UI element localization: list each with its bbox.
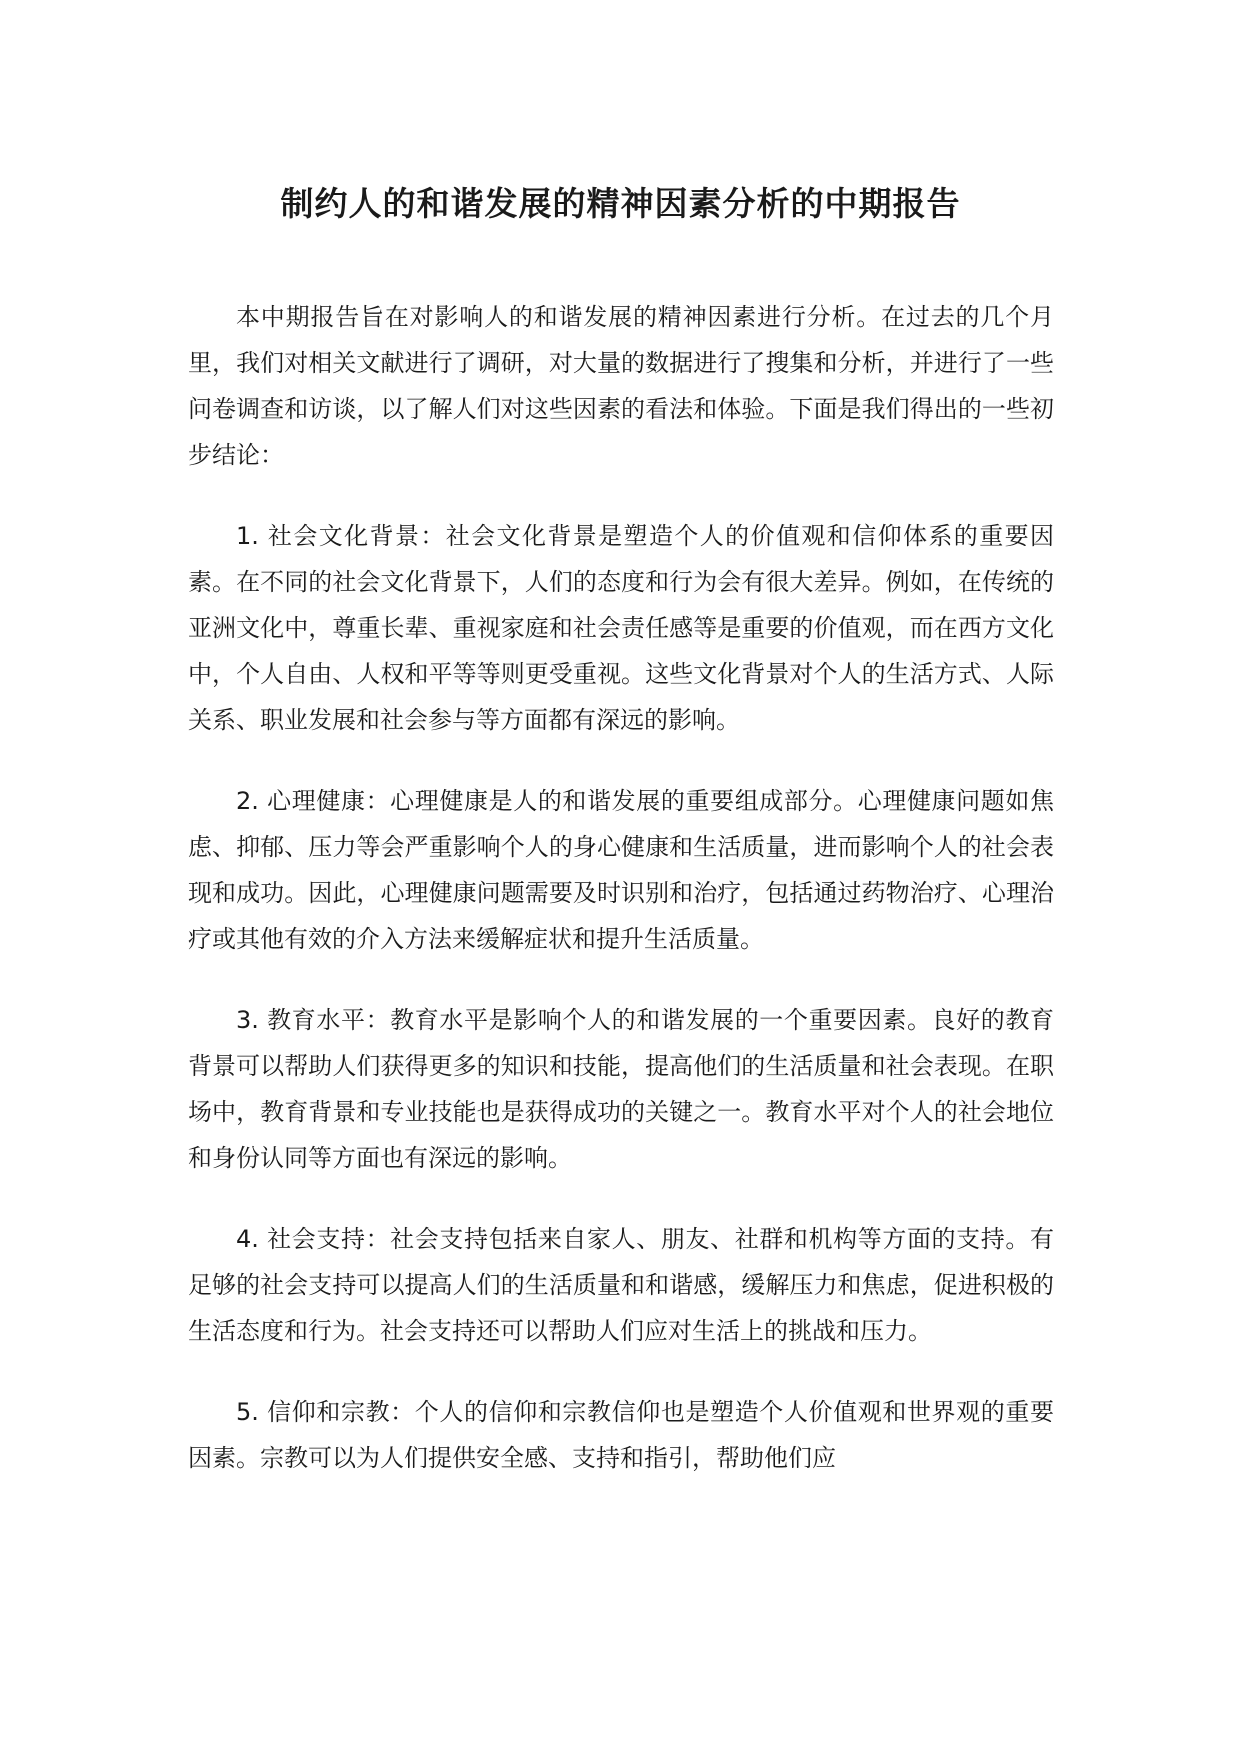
document-body [188, 294, 1054, 1516]
paragraph-education-level: 3. 教育水平：教育水平是影响个人的和谐发展的一个重要因素。良好的教育背景可以帮助人们获得更多的知识和技能，提高他们的生活质量和社会表现。在职场中，教育背景和专业技能也是获得成功的关键之一。教育水平对个人的社会地位和身份认同等方面也有深远的影响。 [188, 1006, 1054, 1172]
paragraph-faith-religion: 5. 信仰和宗教：个人的信仰和宗教信仰也是塑造个人价值观和世界观的重要因素。宗教可以为人们提供安全感、支持和指引，帮助他们应 [188, 1398, 1054, 1472]
paragraph-mental-health: 2. 心理健康：心理健康是人的和谐发展的重要组成部分。心理健康问题如焦虑、抑郁、压力等会严重影响个人的身心健康和生活质量，进而影响个人的社会表现和成功。因此，心理健康问题需要及时识别和治疗，包括通过药物治疗、心理治疗或其他有效的介入方法来缓解症状和提升生活质量。 [188, 787, 1054, 953]
paragraph-social-culture: 1. 社会文化背景：社会文化背景是塑造个人的价值观和信仰体系的重要因素。在不同的社会文化背景下，人们的态度和行为会有很大差异。例如，在传统的亚洲文化中，尊重长辈、重视家庭和社会责任感等是重要的价值观，而在西方文化中，个人自由、人权和平等等则更受重视。这些文化背景对个人的生活方式、人际关系、职业发展和社会参与等方面都有深远的影响。 [188, 522, 1054, 734]
intro-paragraph: 本中期报告旨在对影响人的和谐发展的精神因素进行分析。在过去的几个月里，我们对相关文献进行了调研，对大量的数据进行了搜集和分析，并进行了一些问卷调查和访谈，以了解人们对这些因素的看法和体验。下面是我们得出的一些初步结论： [188, 303, 1054, 469]
paragraph-social-support: 4. 社会支持：社会支持包括来自家人、朋友、社群和机构等方面的支持。有足够的社会支持可以提高人们的生活质量和和谐感，缓解压力和焦虑，促进积极的生活态度和行为。社会支持还可以帮助人们应对生活上的挑战和压力。 [188, 1225, 1054, 1345]
document-title: 制约人的和谐发展的精神因素分析的中期报告 [280, 184, 961, 223]
